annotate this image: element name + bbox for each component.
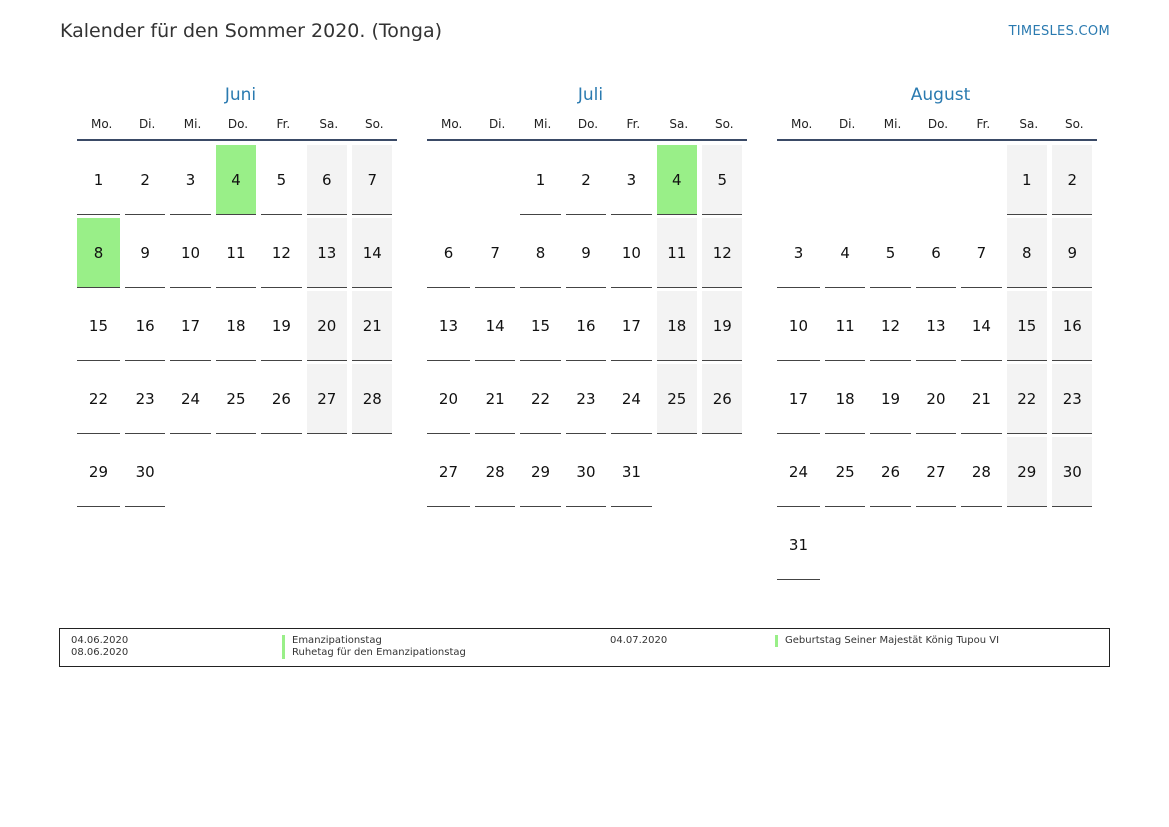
day-cell: [122, 291, 167, 364]
day-number: 4: [216, 145, 256, 215]
day-number: 12: [870, 291, 910, 361]
day-grid: [777, 145, 1097, 583]
weekend-day-cell: [350, 218, 395, 291]
day-number: 13: [916, 291, 956, 361]
weekday-label: Do.: [577, 116, 599, 131]
holiday-day-cell: [77, 218, 122, 291]
weekday-label: Mi.: [883, 116, 902, 131]
empty-day-cell: [913, 510, 958, 583]
day-number: 12: [702, 218, 742, 288]
empty-day-cell: [700, 437, 745, 510]
day-grid: [77, 145, 397, 510]
week-row: [77, 291, 397, 364]
day-cell: [913, 364, 958, 437]
day-number: [961, 145, 1001, 214]
day-cell: [213, 218, 258, 291]
day-number: 16: [1052, 291, 1092, 361]
day-number: 21: [475, 364, 515, 434]
weekend-day-cell: [1004, 291, 1049, 364]
day-cell: [822, 291, 867, 364]
day-number: 17: [611, 291, 651, 361]
day-number: 25: [657, 364, 697, 434]
day-number: 2: [125, 145, 165, 215]
day-number: [825, 145, 865, 214]
week-row: [427, 364, 747, 437]
day-number: 30: [566, 437, 606, 507]
week-row: [77, 218, 397, 291]
day-number: [170, 437, 210, 506]
day-cell: [563, 145, 608, 218]
day-number: 15: [77, 291, 120, 361]
day-number: 16: [566, 291, 606, 361]
day-number: 15: [520, 291, 560, 361]
month-title: Juli: [577, 85, 604, 105]
day-cell: [122, 145, 167, 218]
day-number: [307, 437, 347, 506]
day-number: [427, 145, 470, 214]
day-cell: [959, 218, 1004, 291]
empty-day-cell: [654, 437, 699, 510]
day-number: 16: [125, 291, 165, 361]
day-cell: [868, 218, 913, 291]
week-row: [77, 145, 397, 218]
month-july: [427, 82, 747, 510]
day-number: 19: [261, 291, 301, 361]
day-cell: [609, 145, 654, 218]
day-number: 6: [307, 145, 347, 215]
page-title: Kalender für den Sommer 2020. (Tonga): [60, 20, 443, 42]
weekend-day-cell: [1004, 364, 1049, 437]
day-cell: [868, 291, 913, 364]
day-number: 11: [216, 218, 256, 288]
day-number: 24: [777, 437, 820, 507]
day-number: [870, 510, 910, 579]
day-number: 1: [520, 145, 560, 215]
day-number: [657, 437, 697, 506]
week-row: [777, 218, 1097, 291]
weekday-label: Sa.: [319, 116, 339, 131]
site-link[interactable]: TIMESLES.COM: [1008, 24, 1110, 39]
week-row: [77, 364, 397, 437]
day-cell: [913, 437, 958, 510]
day-number: 23: [125, 364, 165, 434]
day-cell: [77, 291, 122, 364]
week-row: [427, 437, 747, 510]
weekend-day-cell: [304, 145, 349, 218]
day-number: 10: [170, 218, 210, 288]
day-number: 8: [520, 218, 560, 288]
day-number: 19: [870, 364, 910, 434]
day-number: 14: [475, 291, 515, 361]
day-cell: [518, 291, 563, 364]
day-number: 26: [261, 364, 301, 434]
day-cell: [777, 291, 822, 364]
day-number: 23: [566, 364, 606, 434]
day-cell: [563, 437, 608, 510]
weekday-label: Di.: [838, 116, 856, 131]
month-title: Juni: [224, 85, 257, 105]
day-number: [352, 437, 392, 506]
day-cell: [822, 218, 867, 291]
weekday-label: Mo.: [91, 116, 113, 131]
day-number: 20: [427, 364, 470, 434]
weekend-day-cell: [304, 291, 349, 364]
day-cell: [168, 291, 213, 364]
weekend-day-cell: [700, 145, 745, 218]
weekday-label: Fr.: [626, 116, 641, 131]
day-cell: [609, 291, 654, 364]
weekday-label: Mi.: [183, 116, 202, 131]
empty-day-cell: [168, 437, 213, 510]
weekend-day-cell: [1050, 218, 1095, 291]
day-grid: [427, 145, 747, 510]
day-number: 9: [566, 218, 606, 288]
weekday-label: Fr.: [276, 116, 291, 131]
weekday-label: Di.: [488, 116, 506, 131]
legend-holiday-name: Geburtstag Seiner Majestät König Tupou VI: [775, 635, 999, 647]
day-number: 6: [916, 218, 956, 288]
weekday-label: So.: [714, 116, 734, 131]
week-row: [777, 145, 1097, 218]
day-cell: [168, 218, 213, 291]
weekend-day-cell: [700, 218, 745, 291]
day-cell: [518, 145, 563, 218]
empty-day-cell: [427, 145, 472, 218]
legend-date: 04.06.2020: [71, 635, 129, 646]
empty-day-cell: [1050, 510, 1095, 583]
weekend-day-cell: [654, 218, 699, 291]
day-cell: [777, 437, 822, 510]
empty-day-cell: [959, 145, 1004, 218]
legend-date: 08.06.2020: [71, 647, 129, 658]
weekend-day-cell: [700, 291, 745, 364]
day-cell: [213, 364, 258, 437]
day-number: 14: [352, 218, 392, 288]
day-cell: [959, 291, 1004, 364]
day-cell: [427, 437, 472, 510]
day-number: 27: [307, 364, 347, 434]
legend-holiday-name: Emanzipationstag: [282, 635, 382, 647]
day-number: 29: [520, 437, 560, 507]
day-cell: [609, 437, 654, 510]
week-row: [427, 291, 747, 364]
empty-day-cell: [913, 145, 958, 218]
day-number: 28: [961, 437, 1001, 507]
empty-day-cell: [868, 510, 913, 583]
day-number: 2: [1052, 145, 1092, 215]
day-cell: [822, 437, 867, 510]
weekday-header: [427, 108, 747, 141]
day-number: 3: [611, 145, 651, 215]
day-cell: [427, 291, 472, 364]
day-number: 2: [566, 145, 606, 215]
day-number: 1: [1007, 145, 1047, 215]
day-number: 1: [77, 145, 120, 215]
weekday-header: [777, 108, 1097, 141]
day-cell: [563, 291, 608, 364]
day-number: 31: [777, 510, 820, 580]
day-cell: [777, 510, 822, 583]
week-row: [77, 437, 397, 510]
day-cell: [868, 437, 913, 510]
weekend-day-cell: [1050, 437, 1095, 510]
day-cell: [959, 364, 1004, 437]
day-number: 18: [657, 291, 697, 361]
day-number: 27: [427, 437, 470, 507]
day-number: 11: [825, 291, 865, 361]
day-cell: [518, 437, 563, 510]
day-number: 24: [170, 364, 210, 434]
day-cell: [563, 364, 608, 437]
day-number: 28: [352, 364, 392, 434]
day-cell: [259, 364, 304, 437]
empty-day-cell: [822, 510, 867, 583]
month-august: [777, 82, 1097, 583]
day-cell: [913, 291, 958, 364]
day-number: 19: [702, 291, 742, 361]
weekday-label: Mo.: [791, 116, 813, 131]
week-row: [777, 437, 1097, 510]
day-number: 30: [1052, 437, 1092, 507]
day-number: 29: [1007, 437, 1047, 507]
weekend-day-cell: [1004, 145, 1049, 218]
day-number: [1052, 510, 1092, 579]
day-number: 13: [307, 218, 347, 288]
day-number: 17: [170, 291, 210, 361]
weekday-label: Do.: [227, 116, 249, 131]
legend-holiday-name: Ruhetag für den Emanzipationstag: [282, 647, 466, 659]
day-number: 5: [702, 145, 742, 215]
day-number: 24: [611, 364, 651, 434]
day-cell: [959, 437, 1004, 510]
empty-day-cell: [959, 510, 1004, 583]
day-cell: [609, 218, 654, 291]
day-cell: [822, 364, 867, 437]
day-cell: [427, 364, 472, 437]
weekday-label: So.: [1064, 116, 1084, 131]
day-number: 7: [961, 218, 1001, 288]
day-number: 23: [1052, 364, 1092, 434]
weekend-day-cell: [1004, 437, 1049, 510]
day-cell: [168, 145, 213, 218]
weekday-label: Mi.: [533, 116, 552, 131]
day-number: [475, 145, 515, 214]
week-row: [777, 291, 1097, 364]
day-number: 21: [961, 364, 1001, 434]
weekday-label: Mo.: [441, 116, 463, 131]
day-number: 20: [307, 291, 347, 361]
weekend-day-cell: [1050, 145, 1095, 218]
day-number: 8: [1007, 218, 1047, 288]
day-number: 3: [777, 218, 820, 288]
day-cell: [259, 218, 304, 291]
day-number: 25: [825, 437, 865, 507]
day-cell: [427, 218, 472, 291]
day-number: [916, 510, 956, 579]
day-number: 22: [520, 364, 560, 434]
day-number: 9: [1052, 218, 1092, 288]
weekend-day-cell: [350, 145, 395, 218]
weekend-day-cell: [700, 364, 745, 437]
empty-day-cell: [868, 145, 913, 218]
weekend-day-cell: [304, 364, 349, 437]
empty-day-cell: [259, 437, 304, 510]
empty-day-cell: [350, 437, 395, 510]
day-number: 31: [611, 437, 651, 507]
day-cell: [777, 218, 822, 291]
weekday-label: Di.: [138, 116, 156, 131]
day-cell: [609, 364, 654, 437]
day-number: [916, 145, 956, 214]
day-number: 22: [1007, 364, 1047, 434]
day-cell: [122, 437, 167, 510]
day-number: 22: [77, 364, 120, 434]
day-number: 26: [702, 364, 742, 434]
day-number: 7: [475, 218, 515, 288]
day-number: 20: [916, 364, 956, 434]
week-row: [427, 218, 747, 291]
day-cell: [168, 364, 213, 437]
week-row: [777, 510, 1097, 583]
day-number: 7: [352, 145, 392, 215]
weekend-day-cell: [350, 291, 395, 364]
empty-day-cell: [1004, 510, 1049, 583]
day-cell: [472, 218, 517, 291]
day-number: 18: [216, 291, 256, 361]
weekday-label: Sa.: [1019, 116, 1039, 131]
day-number: [870, 145, 910, 214]
day-number: 6: [427, 218, 470, 288]
weekend-day-cell: [654, 364, 699, 437]
weekend-day-cell: [350, 364, 395, 437]
weekend-day-cell: [1050, 364, 1095, 437]
empty-day-cell: [822, 145, 867, 218]
day-cell: [259, 145, 304, 218]
day-number: 14: [961, 291, 1001, 361]
day-number: 11: [657, 218, 697, 288]
weekend-day-cell: [304, 218, 349, 291]
holiday-legend: [59, 628, 1110, 667]
day-number: 5: [870, 218, 910, 288]
day-number: 27: [916, 437, 956, 507]
weekday-label: So.: [364, 116, 384, 131]
day-number: 18: [825, 364, 865, 434]
empty-day-cell: [304, 437, 349, 510]
weekday-label: Do.: [927, 116, 949, 131]
month-june: [77, 82, 397, 510]
day-cell: [563, 218, 608, 291]
day-number: 5: [261, 145, 301, 215]
day-cell: [259, 291, 304, 364]
day-number: 15: [1007, 291, 1047, 361]
weekday-header: [77, 108, 397, 141]
empty-day-cell: [213, 437, 258, 510]
day-cell: [472, 364, 517, 437]
day-number: [961, 510, 1001, 579]
day-number: 30: [125, 437, 165, 507]
day-number: 17: [777, 364, 820, 434]
day-number: [261, 437, 301, 506]
weekday-label: Fr.: [976, 116, 991, 131]
day-number: 8: [77, 218, 120, 288]
day-cell: [472, 437, 517, 510]
week-row: [427, 145, 747, 218]
day-number: [216, 437, 256, 506]
day-number: 26: [870, 437, 910, 507]
day-number: 28: [475, 437, 515, 507]
day-number: 21: [352, 291, 392, 361]
month-title: August: [910, 85, 971, 105]
week-row: [777, 364, 1097, 437]
weekend-day-cell: [1050, 291, 1095, 364]
day-cell: [913, 218, 958, 291]
day-number: 3: [170, 145, 210, 215]
weekend-day-cell: [1004, 218, 1049, 291]
day-number: [702, 437, 742, 506]
empty-day-cell: [472, 145, 517, 218]
day-cell: [122, 218, 167, 291]
day-cell: [868, 364, 913, 437]
day-number: 25: [216, 364, 256, 434]
day-number: [1007, 510, 1047, 579]
day-number: 4: [825, 218, 865, 288]
day-cell: [77, 437, 122, 510]
day-number: 13: [427, 291, 470, 361]
day-number: [777, 145, 820, 214]
legend-date: 04.07.2020: [610, 635, 668, 646]
day-cell: [213, 291, 258, 364]
day-cell: [122, 364, 167, 437]
day-number: 10: [777, 291, 820, 361]
day-number: 12: [261, 218, 301, 288]
holiday-day-cell: [213, 145, 258, 218]
weekend-day-cell: [654, 291, 699, 364]
day-number: [825, 510, 865, 579]
day-cell: [777, 364, 822, 437]
day-number: 10: [611, 218, 651, 288]
weekday-label: Sa.: [669, 116, 689, 131]
day-number: 9: [125, 218, 165, 288]
day-cell: [518, 218, 563, 291]
holiday-day-cell: [654, 145, 699, 218]
day-number: 29: [77, 437, 120, 507]
day-cell: [518, 364, 563, 437]
empty-day-cell: [777, 145, 822, 218]
day-number: 4: [657, 145, 697, 215]
day-cell: [77, 364, 122, 437]
day-cell: [77, 145, 122, 218]
day-cell: [472, 291, 517, 364]
